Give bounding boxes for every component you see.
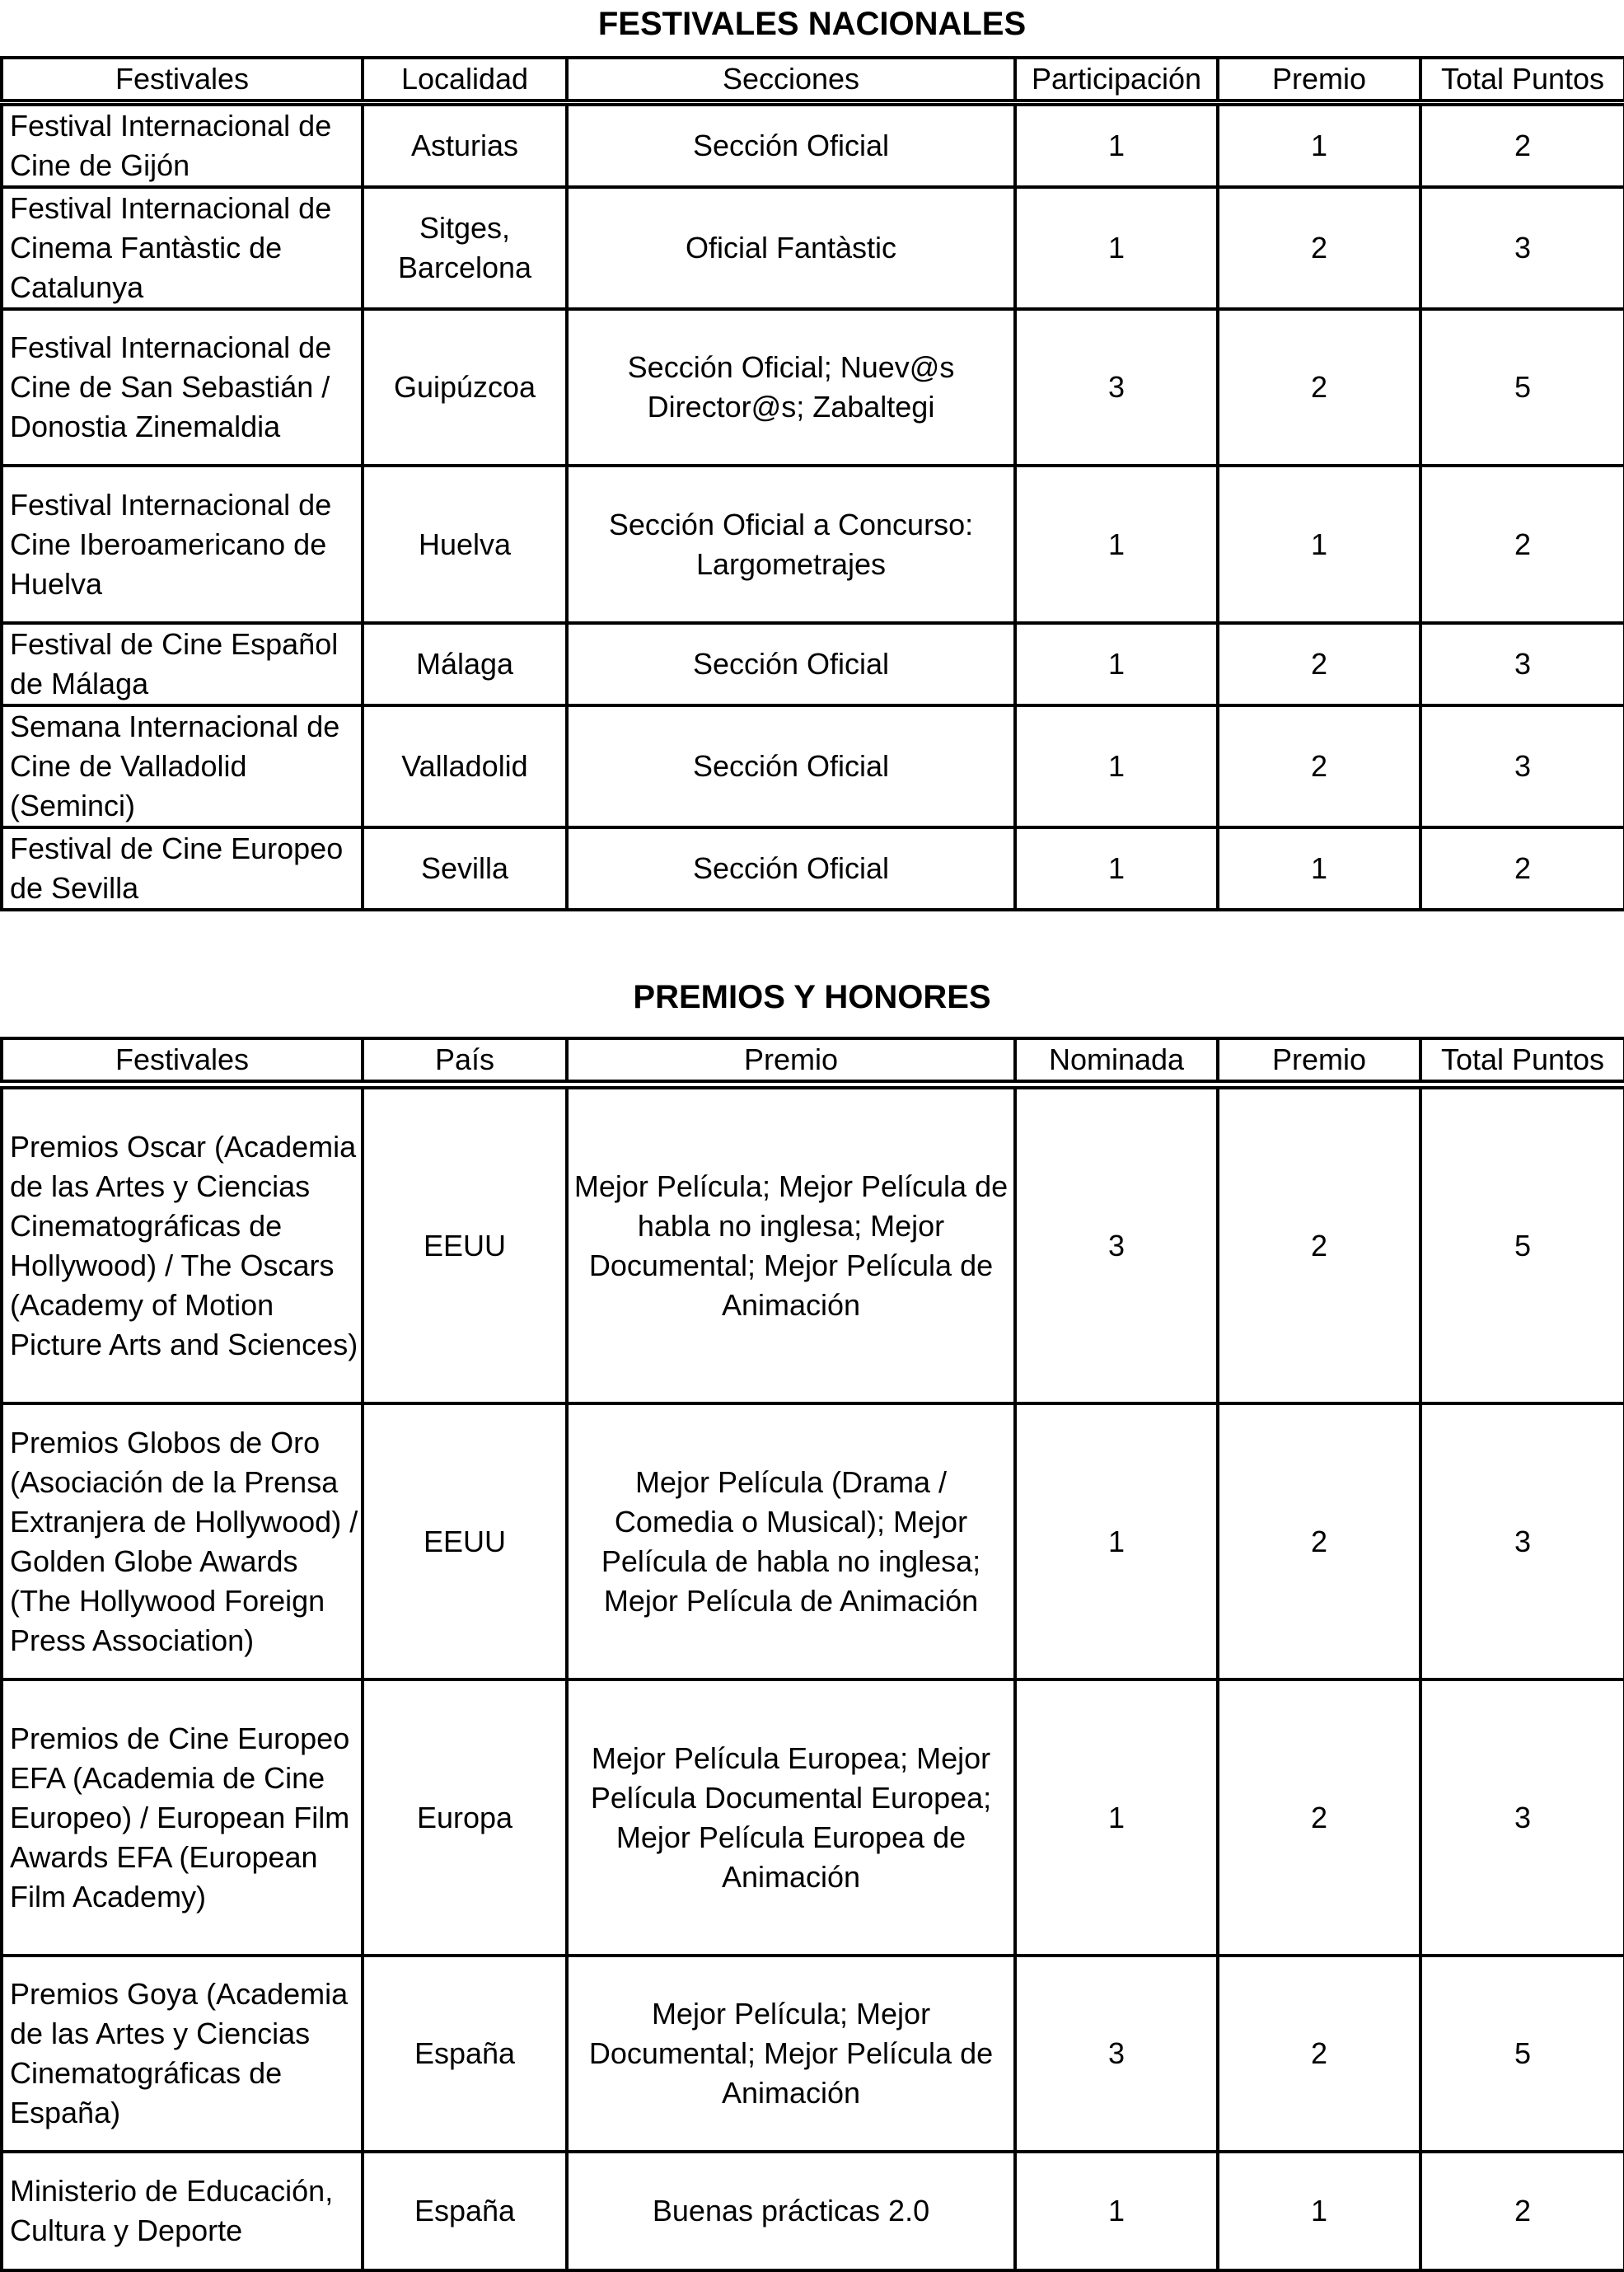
festival-name-cell: Festival de Cine Europeo de Sevilla: [2, 827, 363, 910]
premio-cell: 2: [1218, 1088, 1420, 1403]
festival-name-cell: Ministerio de Educación, Cultura y Deporte: [2, 2152, 363, 2270]
total-puntos-cell: 3: [1420, 1679, 1624, 1956]
festivales-header-row: [2, 58, 1624, 101]
premio-cell: 2: [1218, 1403, 1420, 1679]
total-puntos-cell: 5: [1420, 1088, 1624, 1403]
premio-cell: 2: [1218, 1956, 1420, 2152]
col-header-total-puntos: Total Puntos: [1420, 1038, 1624, 1081]
premio-desc-cell: Buenas prácticas 2.0: [567, 2152, 1015, 2270]
premio-cell: 2: [1218, 187, 1420, 309]
premio-cell: 2: [1218, 623, 1420, 705]
pais-cell: Europa: [363, 1679, 567, 1956]
secciones-cell: Oficial Fantàstic: [567, 187, 1015, 309]
festivales-table: [0, 103, 1624, 911]
col-header-festivales: Festivales: [2, 1038, 363, 1081]
localidad-cell: Guipúzcoa: [363, 309, 567, 466]
table-row: [2, 623, 1624, 705]
col-header-pais: País: [363, 1038, 567, 1081]
premio-cell: 1: [1218, 105, 1420, 187]
total-puntos-cell: 3: [1420, 1403, 1624, 1679]
secciones-cell: Sección Oficial; Nuev@s Director@s; Zabaltegi: [567, 309, 1015, 466]
col-header-secciones: Secciones: [567, 58, 1015, 101]
festival-name-cell: Festival Internacional de Cine de San Sebastián / Donostia Zinemaldia: [2, 309, 363, 466]
premio-desc-cell: Mejor Película; Mejor Documental; Mejor Película de Animación: [567, 1956, 1015, 2152]
premios-table: [0, 1086, 1624, 2272]
total-puntos-cell: 2: [1420, 105, 1624, 187]
total-puntos-cell: 3: [1420, 623, 1624, 705]
participacion-cell: 1: [1015, 705, 1218, 827]
premio-cell: 1: [1218, 466, 1420, 623]
total-puntos-cell: 3: [1420, 187, 1624, 309]
festival-name-cell: Premios Oscar (Academia de las Artes y Ciencias Cinematográficas de Hollywood) / The Oscars (Academy of Motion Picture Arts and Sciences): [2, 1088, 363, 1403]
premio-cell: 2: [1218, 1679, 1420, 1956]
pais-cell: España: [363, 1956, 567, 2152]
participacion-cell: 1: [1015, 466, 1218, 623]
total-puntos-cell: 2: [1420, 827, 1624, 910]
festival-name-cell: Premios Goya (Academia de las Artes y Ciencias Cinematográficas de España): [2, 1956, 363, 2152]
premio-cell: 1: [1218, 2152, 1420, 2270]
table-row: [2, 1403, 1624, 1679]
festival-name-cell: Festival Internacional de Cine Iberoamericano de Huelva: [2, 466, 363, 623]
participacion-cell: 1: [1015, 187, 1218, 309]
secciones-cell: Sección Oficial a Concurso: Largometrajes: [567, 466, 1015, 623]
section-title-premios: PREMIOS Y HONORES: [633, 979, 991, 1015]
table-row: [2, 1679, 1624, 1956]
participacion-cell: 3: [1015, 309, 1218, 466]
total-puntos-cell: 2: [1420, 466, 1624, 623]
total-puntos-cell: 5: [1420, 309, 1624, 466]
localidad-cell: Asturias: [363, 105, 567, 187]
nominada-cell: 1: [1015, 1403, 1218, 1679]
nominada-cell: 1: [1015, 2152, 1218, 2270]
localidad-cell: Málaga: [363, 623, 567, 705]
table-row: [2, 705, 1624, 827]
nominada-cell: 3: [1015, 1956, 1218, 2152]
nominada-cell: 3: [1015, 1088, 1218, 1403]
premio-desc-cell: Mejor Película Europea; Mejor Película Documental Europea; Mejor Película Europea de Animación: [567, 1679, 1015, 1956]
col-header-nominada: Nominada: [1015, 1038, 1218, 1081]
pais-cell: EEUU: [363, 1403, 567, 1679]
premio-desc-cell: Mejor Película; Mejor Película de habla no inglesa; Mejor Documental; Mejor Película de Animación: [567, 1088, 1015, 1403]
premio-desc-cell: Mejor Película (Drama / Comedia o Musical); Mejor Película de habla no inglesa; Mejor Película de Animación: [567, 1403, 1015, 1679]
secciones-cell: Sección Oficial: [567, 827, 1015, 910]
section-title-festivales: FESTIVALES NACIONALES: [597, 6, 1027, 42]
localidad-cell: Sitges, Barcelona: [363, 187, 567, 309]
table-row: [2, 1956, 1624, 2152]
col-header-festivales: Festivales: [2, 58, 363, 101]
festivales-header-table: [0, 56, 1624, 102]
festival-name-cell: Festival Internacional de Cine de Gijón: [2, 105, 363, 187]
premio-cell: 2: [1218, 309, 1420, 466]
participacion-cell: 1: [1015, 105, 1218, 187]
secciones-cell: Sección Oficial: [567, 705, 1015, 827]
table-row: [2, 466, 1624, 623]
col-header-total-puntos: Total Puntos: [1420, 58, 1624, 101]
table-row: [2, 309, 1624, 466]
localidad-cell: Valladolid: [363, 705, 567, 827]
total-puntos-cell: 5: [1420, 1956, 1624, 2152]
secciones-cell: Sección Oficial: [567, 105, 1015, 187]
table-row: [2, 1088, 1624, 1403]
festival-name-cell: Premios de Cine Europeo EFA (Academia de Cine Europeo) / European Film Awards EFA (European Film Academy): [2, 1679, 363, 1956]
localidad-cell: Sevilla: [363, 827, 567, 910]
col-header-localidad: Localidad: [363, 58, 567, 101]
pais-cell: España: [363, 2152, 567, 2270]
festival-name-cell: Premios Globos de Oro (Asociación de la Prensa Extranjera de Hollywood) / Golden Globe Awards (The Hollywood Foreign Press Association): [2, 1403, 363, 1679]
table-row: [2, 105, 1624, 187]
col-header-premio: Premio: [1218, 58, 1420, 101]
table-row: [2, 827, 1624, 910]
nominada-cell: 1: [1015, 1679, 1218, 1956]
col-header-premio: Premio: [1218, 1038, 1420, 1081]
total-puntos-cell: 3: [1420, 705, 1624, 827]
col-header-participacion: Participación: [1015, 58, 1218, 101]
participacion-cell: 1: [1015, 827, 1218, 910]
premios-header-table: [0, 1037, 1624, 1083]
festival-name-cell: Semana Internacional de Cine de Valladolid (Seminci): [2, 705, 363, 827]
premios-header-row: [2, 1038, 1624, 1081]
pais-cell: EEUU: [363, 1088, 567, 1403]
secciones-cell: Sección Oficial: [567, 623, 1015, 705]
total-puntos-cell: 2: [1420, 2152, 1624, 2270]
premio-cell: 2: [1218, 705, 1420, 827]
festival-name-cell: Festival de Cine Español de Málaga: [2, 623, 363, 705]
table-row: [2, 2152, 1624, 2270]
participacion-cell: 1: [1015, 623, 1218, 705]
table-row: [2, 187, 1624, 309]
localidad-cell: Huelva: [363, 466, 567, 623]
festival-name-cell: Festival Internacional de Cinema Fantàstic de Catalunya: [2, 187, 363, 309]
premio-cell: 1: [1218, 827, 1420, 910]
col-header-premio-desc: Premio: [567, 1038, 1015, 1081]
